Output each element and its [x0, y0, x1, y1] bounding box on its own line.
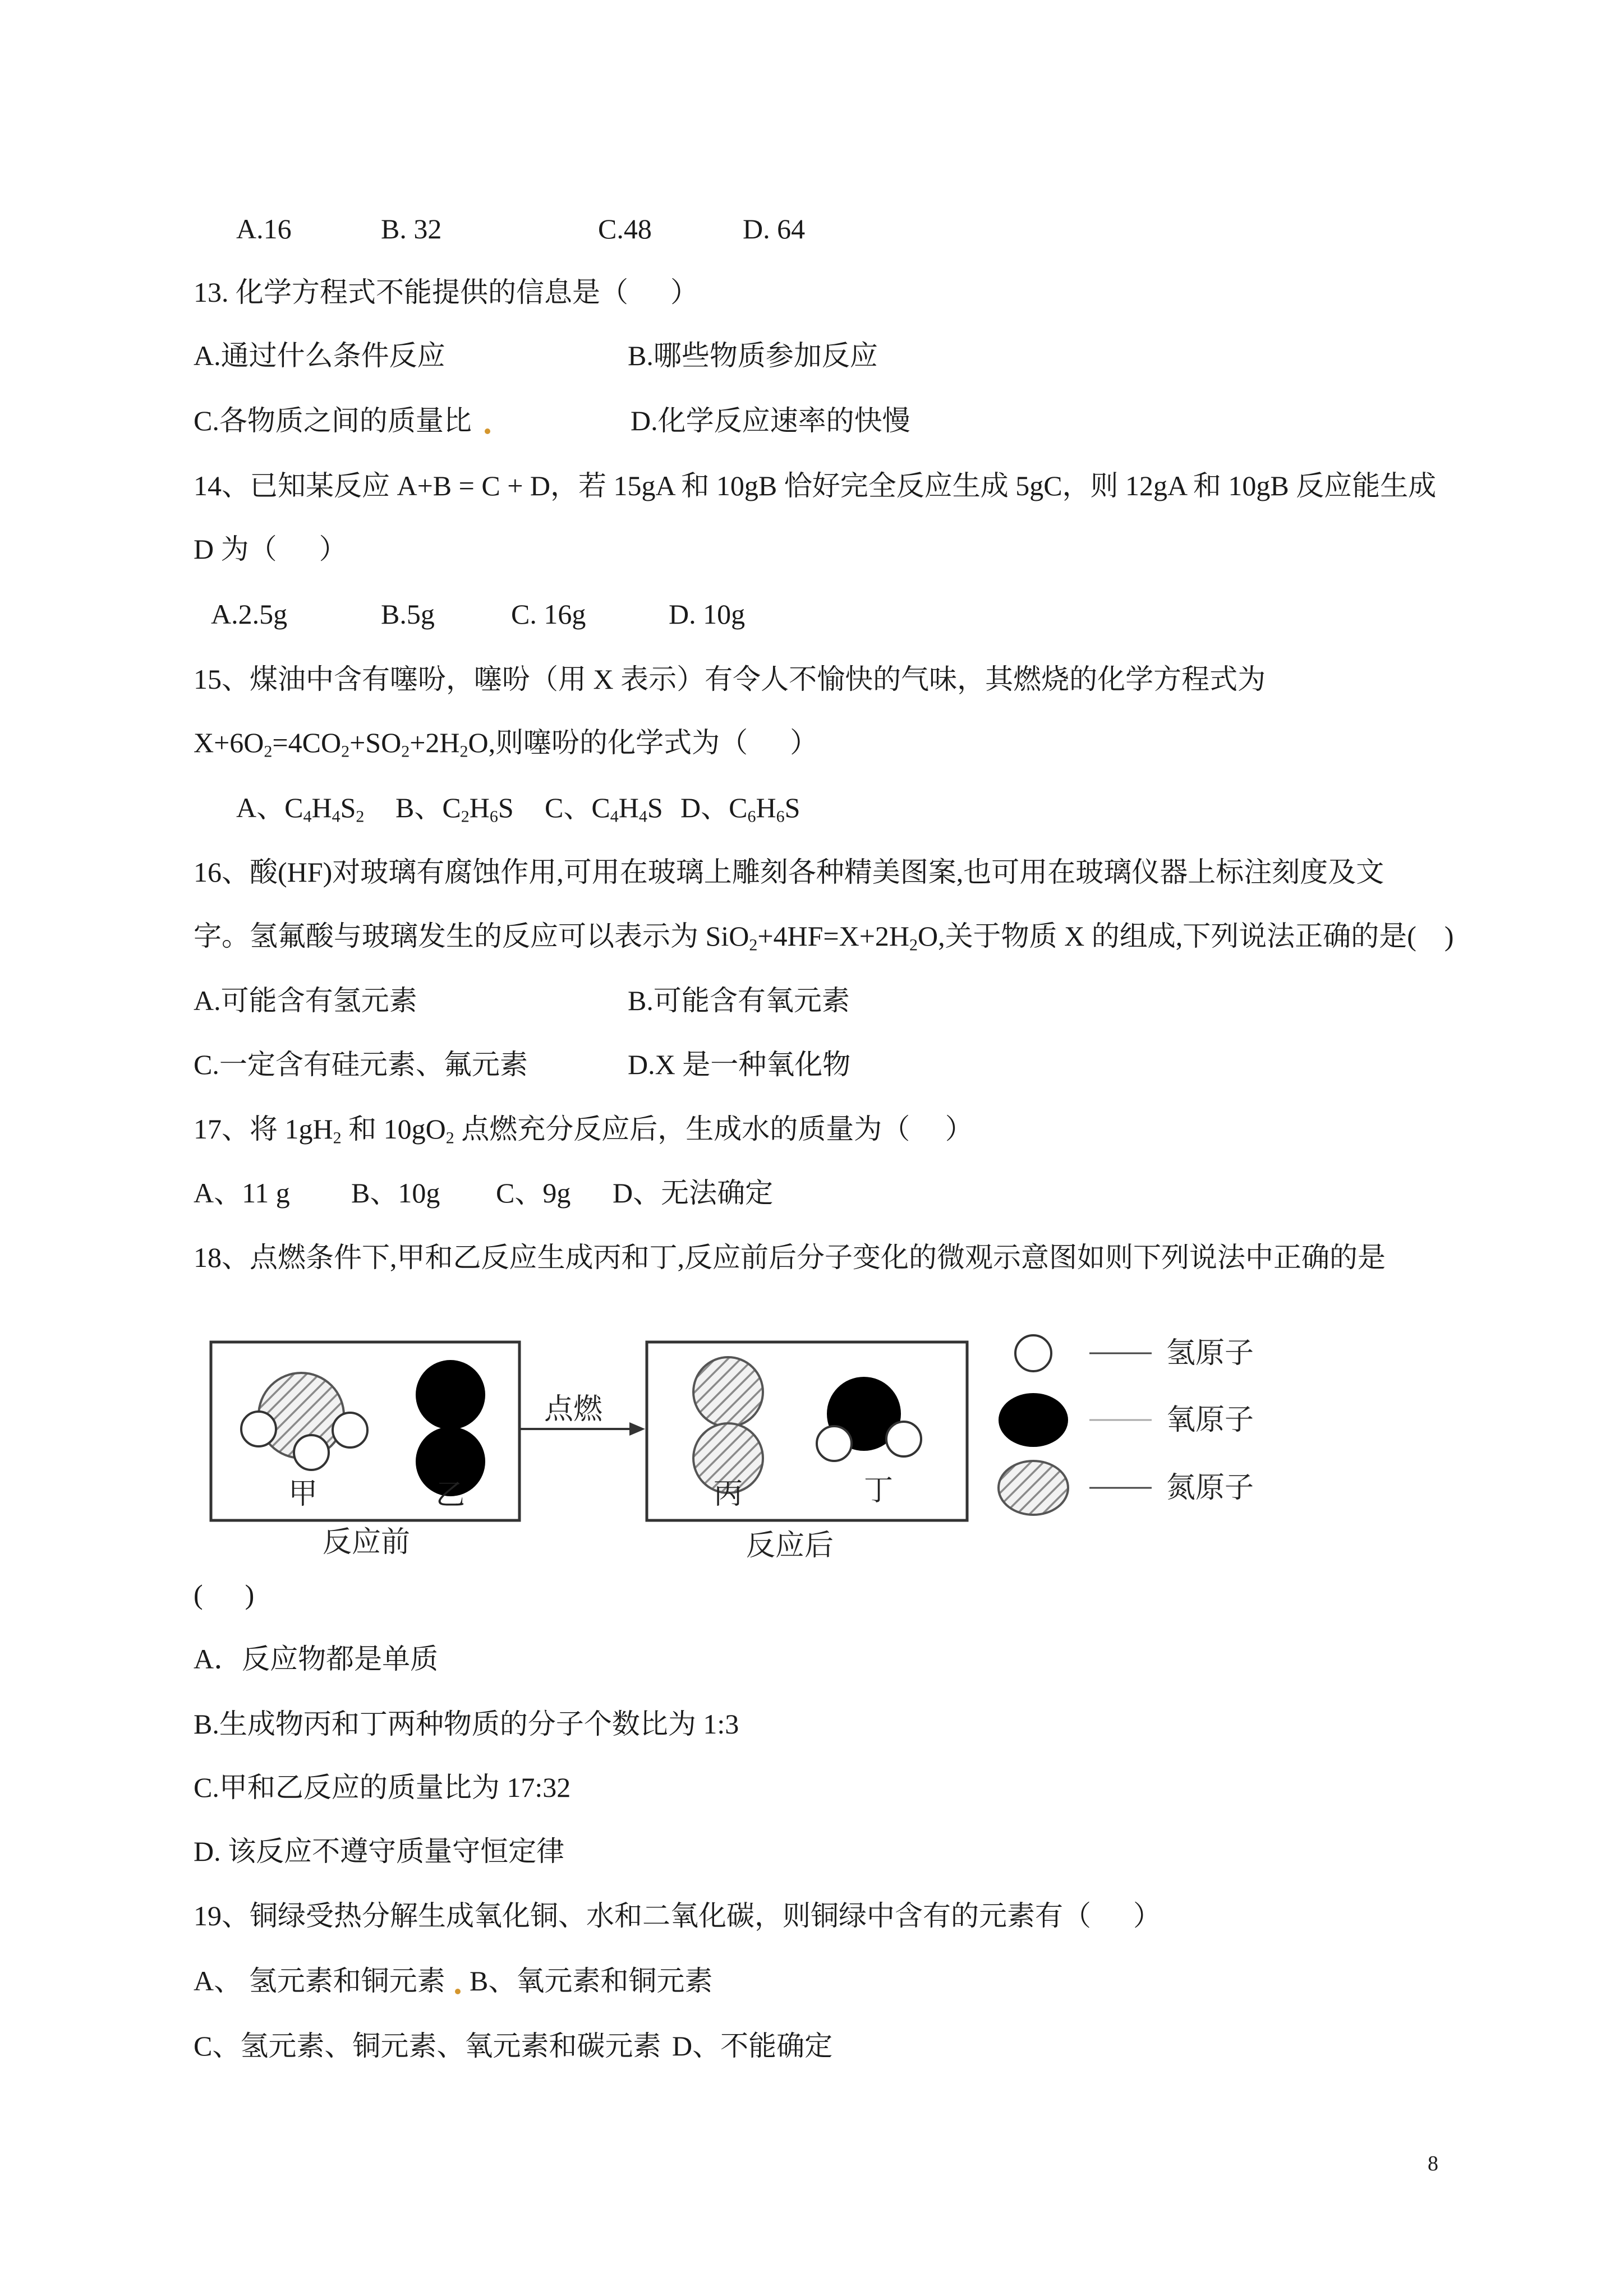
subscript: 2 [445, 1128, 454, 1147]
molecule-jia [241, 1373, 367, 1470]
q12-option-d: D. 64 [743, 213, 806, 245]
text-run: O,关于物质 X 的组成,下列说法正确的是( ) [918, 920, 1454, 952]
subscript: 6 [747, 807, 756, 826]
text-run: 字。氢氟酸与玻璃发生的反应可以表示为 SiO [194, 920, 749, 952]
q15-stem-text: 15、煤油中含有噻吩，噻吩（用 X 表示）有令人不愉快的气味，其燃烧的化学方程式为 [194, 663, 1266, 695]
q16-stem-line2 [194, 919, 1454, 953]
q19-option-d: D、不能确定 [672, 2030, 833, 2062]
text-run: =4CO [272, 727, 342, 758]
q13-stem [194, 275, 698, 309]
q16-option-c: C.一定含有硅元素、氟元素 [194, 1049, 528, 1080]
molecule-bing [693, 1357, 763, 1493]
molecule-label-ding: 丁 [863, 1474, 894, 1507]
subscript: 4 [610, 807, 619, 826]
text-run: S [340, 792, 356, 823]
q12-option-b: B. 32 [381, 213, 442, 245]
molecule-label-yi: 乙 [435, 1478, 466, 1512]
text-run: +SO [349, 727, 402, 758]
subscript: 2 [341, 742, 350, 761]
legend-hydrogen-label: 氢原子 [1166, 1336, 1254, 1370]
q17-option-c: C、9g [496, 1177, 571, 1209]
subscript: 4 [638, 807, 647, 826]
orange-dot-mark [485, 428, 490, 434]
subscript: 4 [303, 807, 312, 826]
q14-option-b: B.5g [381, 598, 435, 630]
answer-blank-text: ( ) [194, 1579, 255, 1610]
hydrogen-atom [333, 1413, 367, 1447]
arrow-head-icon [629, 1422, 645, 1436]
q12-option-a: A.16 [236, 213, 292, 245]
text-run: H [618, 792, 639, 823]
q19-stem-text: 19、铜绿受热分解生成氧化铜、水和二氧化碳，则铜绿中含有的元素有（ ） [194, 1900, 1161, 1931]
subscript: 4 [332, 807, 341, 826]
reaction-micro-diagram [191, 1324, 1290, 1570]
hydrogen-atom [241, 1412, 276, 1446]
q19-option-b: B、氧元素和铜元素 [470, 1965, 713, 1997]
q15-option-b [395, 791, 514, 824]
q13-option-d: D.化学反应速率的快慢 [631, 405, 910, 436]
subscript: 6 [489, 807, 498, 826]
text-run: C、C [545, 792, 610, 823]
molecule-label-bing: 丙 [713, 1477, 743, 1511]
text-run: D、C [680, 792, 748, 823]
q18-option-a: A．反应物都是单质 [194, 1643, 439, 1675]
legend-nitrogen-label: 氮原子 [1166, 1471, 1254, 1505]
q18-answer-blank [194, 1578, 254, 1611]
hatched-circle-icon [999, 1461, 1068, 1515]
q14-stem-line2 [194, 532, 347, 566]
q17-option-d: D、无法确定 [613, 1177, 774, 1209]
black-circle-icon [999, 1393, 1068, 1447]
q19-stem [194, 1899, 1161, 1933]
q19-option-c: C、氢元素、铜元素、氧元素和碳元素 [194, 2030, 661, 2062]
reaction-condition: 点燃 [544, 1393, 603, 1426]
q14-option-c: C. 16g [511, 598, 586, 630]
text-run: +4HF=X+2H [757, 920, 910, 952]
text-run: S [647, 792, 663, 823]
text-run: A、C [236, 792, 303, 823]
q19-option-a-text: A、 氢元素和铜元素 [194, 1965, 445, 1997]
hydrogen-atom [294, 1435, 329, 1470]
subscript: 2 [461, 807, 470, 826]
before-label: 反应前 [322, 1525, 411, 1559]
q15-stem-line1 [194, 662, 1266, 696]
molecule-label-jia: 甲 [288, 1477, 318, 1511]
hydrogen-atom [817, 1426, 852, 1461]
q19-option-a [194, 1964, 445, 1998]
q16-stem-text: 16、酸(HF)对玻璃有腐蚀作用,可用在玻璃上雕刻各种精美图案,也可用在玻璃仪器上标注刻度及文 [194, 856, 1384, 888]
q13-option-a: A.通过什么条件反应 [194, 340, 445, 371]
hollow-circle-icon [1015, 1335, 1051, 1371]
q18-stem [194, 1241, 1386, 1274]
q13-stem-text: 13. 化学方程式不能提供的信息是（ ） [194, 276, 698, 308]
subscript: 2 [459, 742, 468, 761]
q12-option-c: C.48 [598, 213, 652, 245]
after-label: 反应后 [746, 1529, 834, 1562]
oxygen-atom [416, 1360, 485, 1430]
q16-option-a: A.可能含有氢元素 [194, 985, 417, 1016]
q14-option-a: A.2.5g [211, 598, 288, 630]
page-number: 8 [1428, 2152, 1438, 2175]
q16-stem-line1 [194, 855, 1384, 889]
q18-stem-text: 18、点燃条件下,甲和乙反应生成丙和丁,反应前后分子变化的微观示意图如则下列说法中正确的是 [194, 1242, 1386, 1273]
text-run: 和 10gO [341, 1113, 446, 1145]
q14-stem-text: 14、已知某反应 A+B = C + D，若 15gA 和 10gB 恰好完全反应生成 5gC，则 12gA 和 10gB 反应能生成 [194, 470, 1437, 501]
text-run: H [311, 792, 332, 823]
nitrogen-atom [693, 1357, 763, 1427]
q14-option-d: D. 10g [669, 598, 746, 630]
q15-option-c [545, 791, 663, 824]
subscript: 2 [749, 935, 758, 955]
molecule-yi [416, 1360, 485, 1496]
text-run: H [469, 792, 490, 823]
q18-option-d: D. 该反应不遵守质量守恒定律 [194, 1836, 565, 1867]
text-run: O,则噻吩的化学式为（ ） [468, 727, 818, 758]
q15-option-d [680, 791, 800, 824]
q16-option-d: D.X 是一种氧化物 [628, 1049, 851, 1080]
q17-option-a: A、11 g [194, 1177, 290, 1209]
q14-stem-line1 [194, 469, 1436, 502]
text-run: S [784, 792, 801, 823]
subscript: 2 [356, 807, 365, 826]
subscript: 6 [776, 807, 785, 826]
text-run: S [498, 792, 514, 823]
molecule-ding [817, 1377, 921, 1461]
text-run: B、C [395, 792, 461, 823]
q18-option-c: C.甲和乙反应的质量比为 17:32 [194, 1772, 571, 1803]
q15-stem-line2-equation [194, 726, 818, 759]
q14-stem-text-2: D 为（ ） [194, 533, 347, 565]
q18-option-b: B.生成物丙和丁两种物质的分子个数比为 1:3 [194, 1708, 739, 1740]
subscript: 2 [401, 742, 410, 761]
legend-oxygen-label: 氧原子 [1166, 1403, 1254, 1437]
text-run: 点燃充分反应后，生成水的质量为（ ） [454, 1113, 973, 1145]
q16-option-b: B.可能含有氧元素 [628, 985, 850, 1016]
legend [999, 1335, 1254, 1515]
text-run: 17、将 1gH [194, 1113, 333, 1145]
text-run: H [756, 792, 776, 823]
orange-dot-mark [455, 1989, 461, 1994]
q13-option-b: B.哪些物质参加反应 [628, 340, 878, 371]
subscript: 2 [333, 1128, 342, 1147]
hydrogen-atom [886, 1422, 921, 1456]
q13-option-c: C.各物质之间的质量比 [194, 405, 472, 436]
q15-option-a [236, 791, 364, 824]
text-run: X+6O [194, 727, 264, 758]
subscript: 2 [909, 935, 918, 955]
q17-stem [194, 1112, 973, 1146]
subscript: 2 [264, 742, 273, 761]
text-run: +2H [410, 727, 460, 758]
q17-option-b: B、10g [351, 1177, 440, 1209]
